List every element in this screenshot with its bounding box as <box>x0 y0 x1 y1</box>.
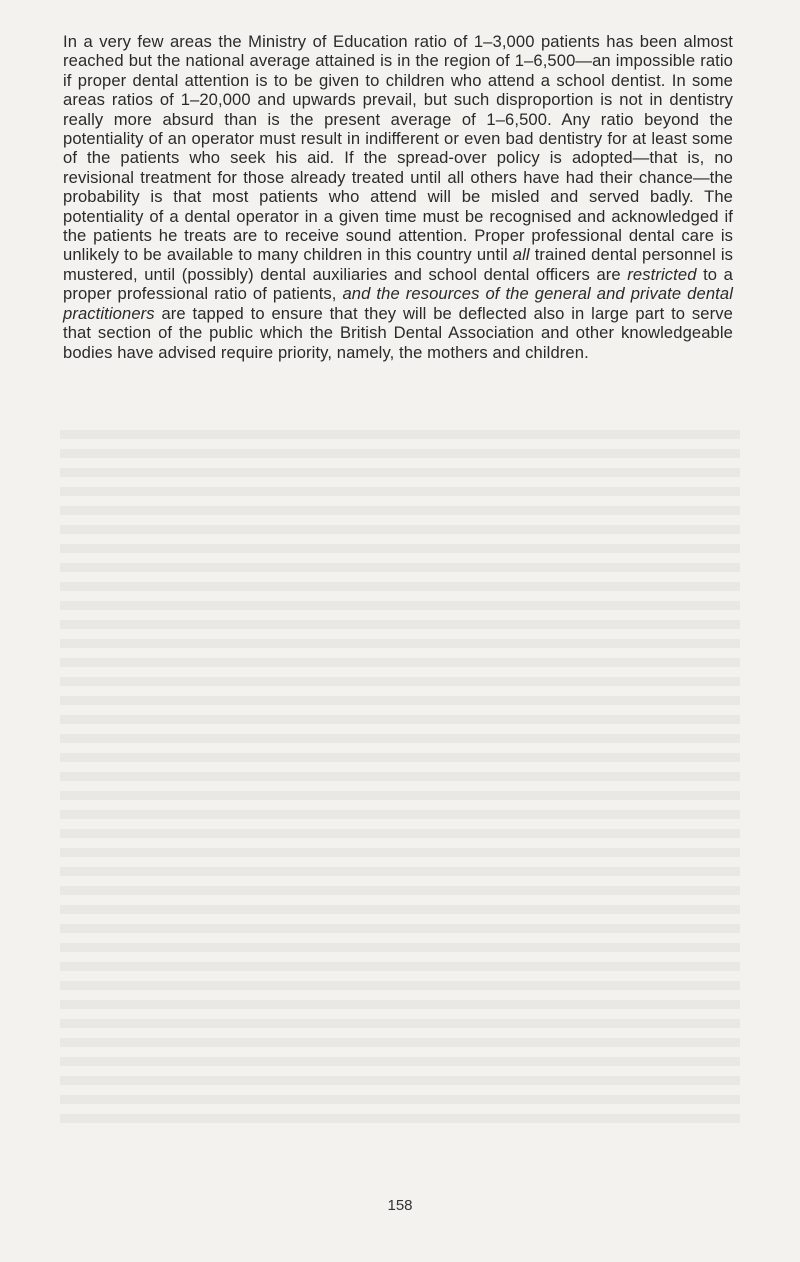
emphasis-restricted: restricted <box>627 264 697 284</box>
paragraph-text-part1: In a very few areas the Ministry of Education ratio of 1–3,000 patients has been almost reached but the national average attained is in the region of 1–6,500—an impossible ratio if proper dental attention is to be given to children who attend a school dentist. In some areas ratios of 1–20,000 and upwards prevail, but such disproportion is not in dentistry really more absurd than is the present average of 1–6,500. Any ratio beyond the potentiality of an operator must result in indifferent or even bad dentistry for at least some of the patients who seek his aid. If the spread-over policy is adopted—that is, no revisional treatment for those already treated until all others have had their chance—the probability is that most patients who attend will be misled and served badly. The potentiality of a dental operator in a given time must be recognised and acknowledged if the patients he treats are to receive sound attention. Proper professional dental care is unlikely to be available to many children in this country until <box>63 32 733 265</box>
body-paragraph <box>63 32 733 362</box>
emphasis-resources: and the resources of the general and private dental practitioners <box>63 284 733 323</box>
show-through-texture <box>60 430 740 1130</box>
paragraph-text-part3: to a proper professional ratio of patients, <box>63 264 733 304</box>
paragraph-text-part4: are tapped to ensure that they will be deflected also in large part to serve that section of the public which the British Dental Association and other knowledgeable bodies have advised require priority, namely, the mothers and children. <box>63 303 733 362</box>
paragraph-text-part2: trained dental personnel is mustered, until (possibly) dental auxiliaries and school dental officers are <box>63 245 733 284</box>
emphasis-all: all <box>512 245 530 265</box>
page-number: 158 <box>387 1197 413 1214</box>
